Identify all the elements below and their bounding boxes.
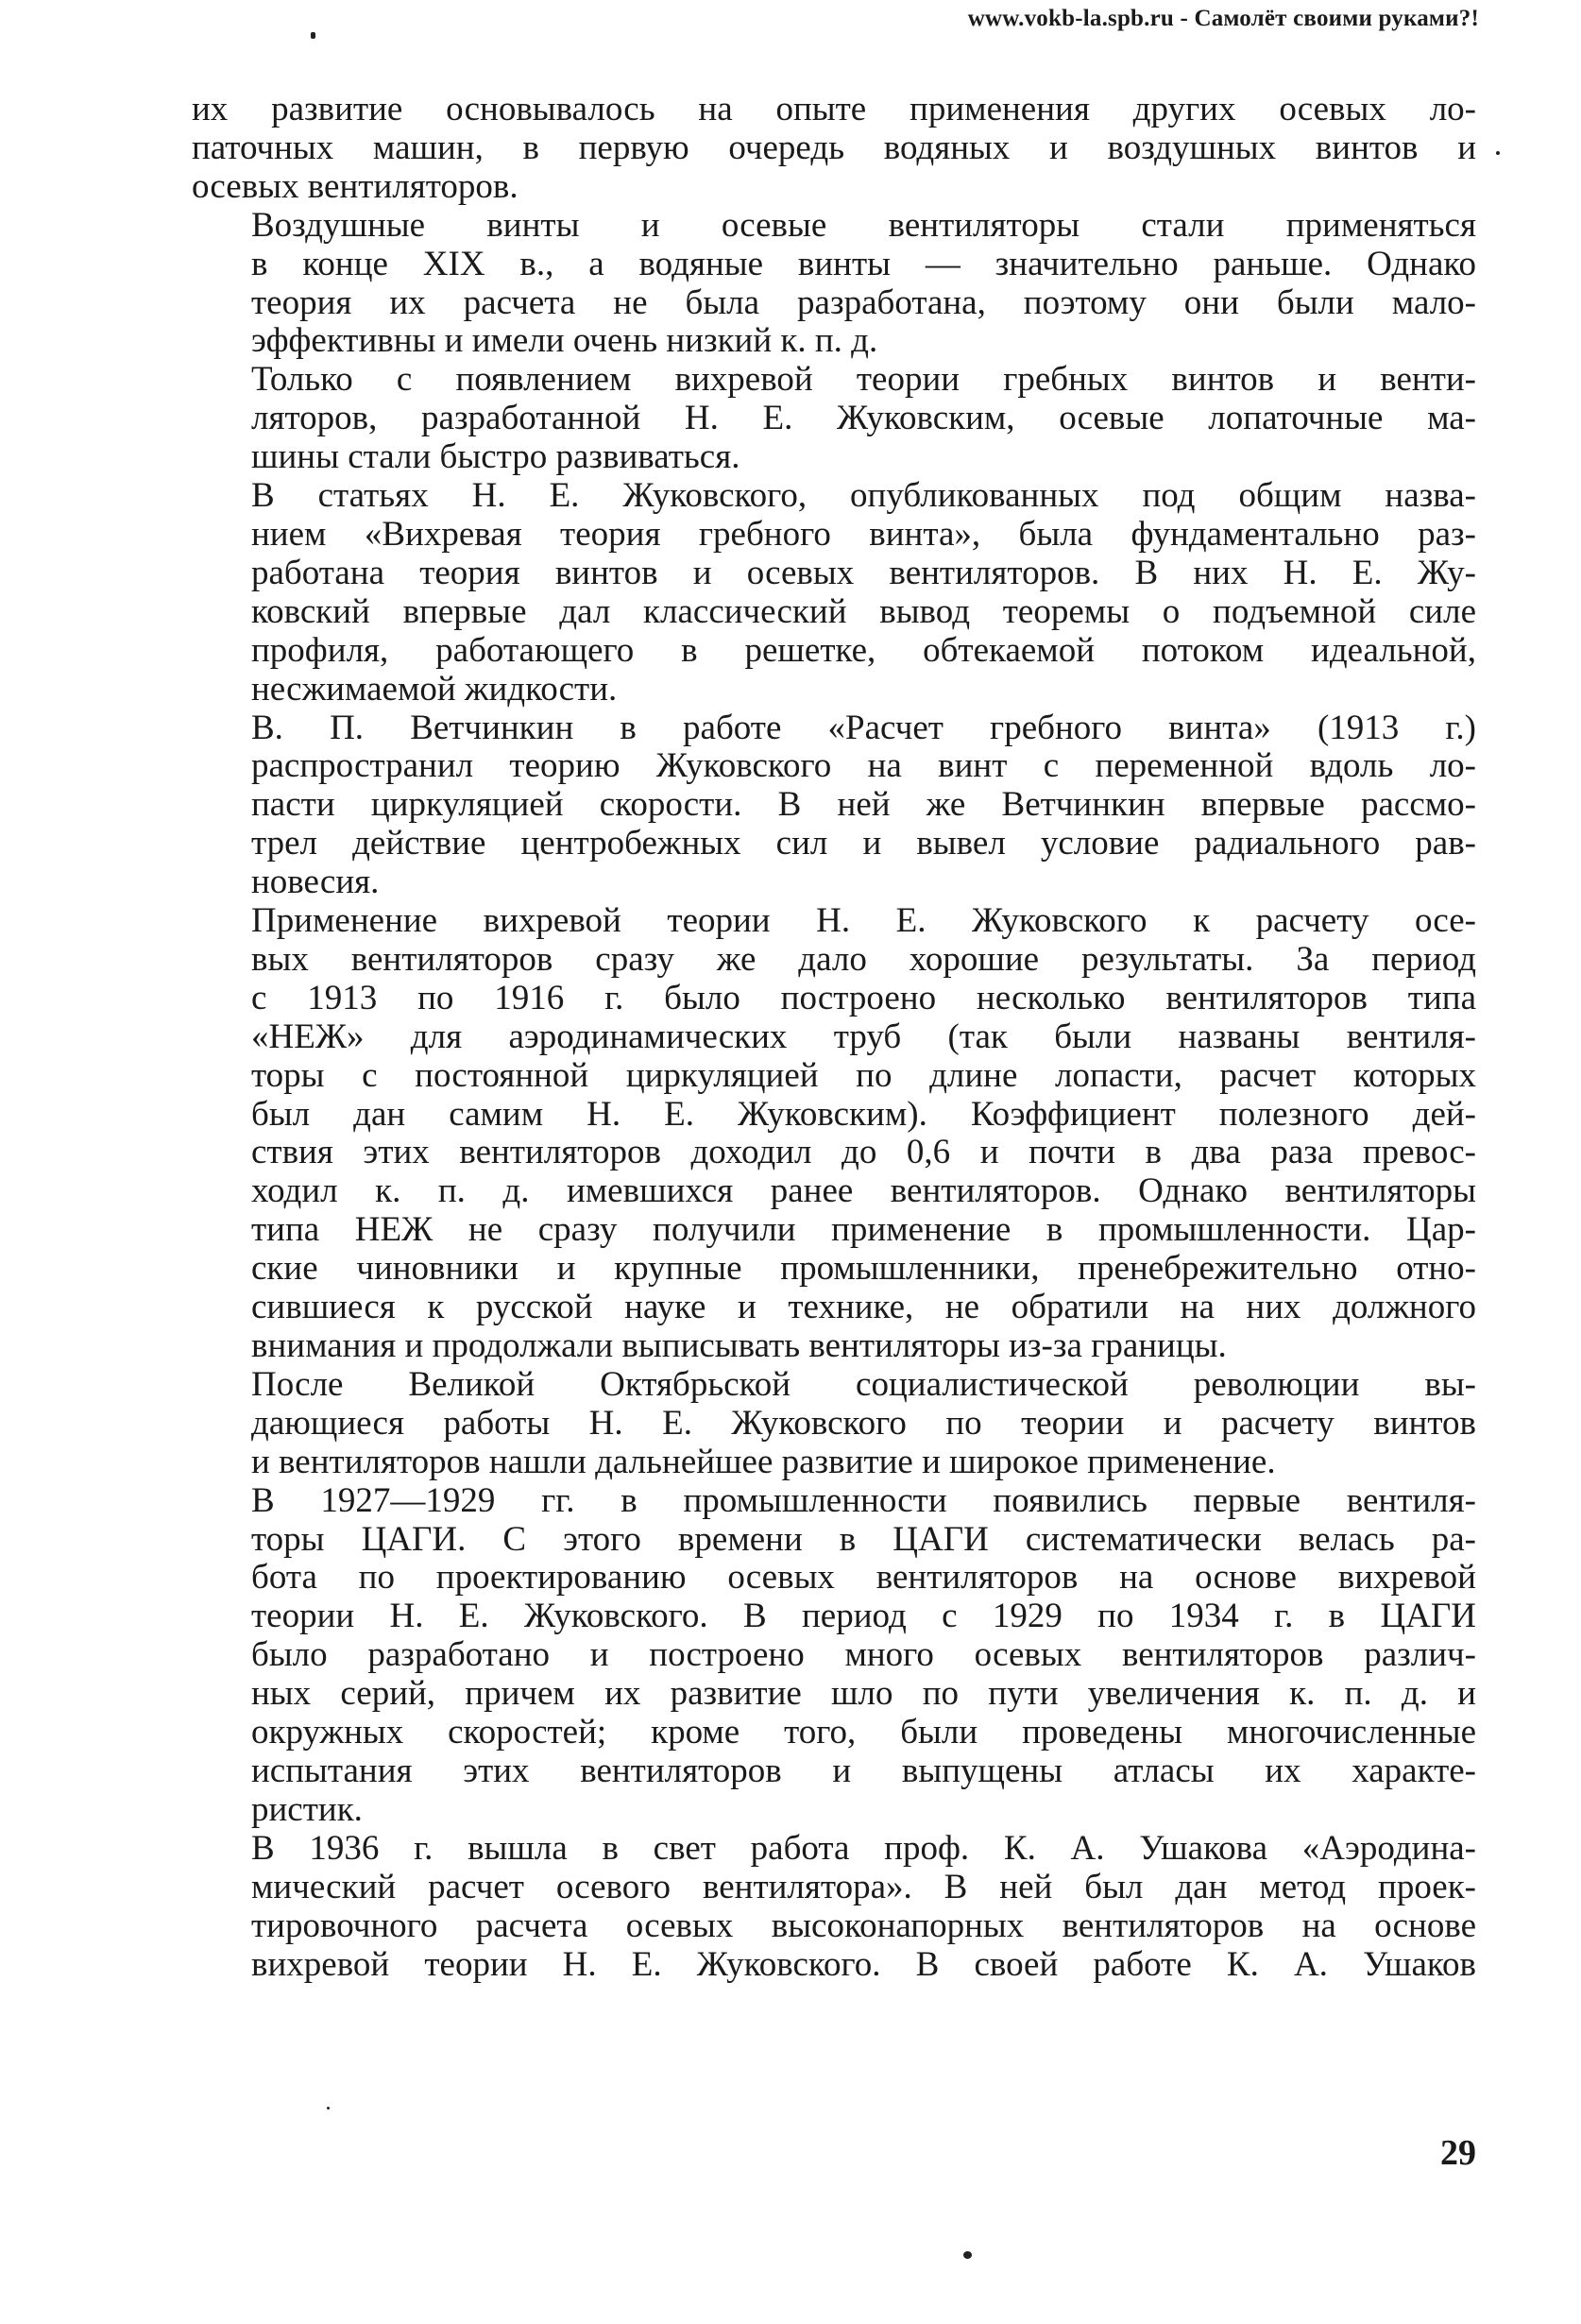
text-line: работана теория винтов и осевых вентиляторов. В них Н. Е. Жу- (251, 553, 1476, 592)
scan-speck (963, 2251, 972, 2259)
text-line: осевых вентиляторов. (192, 166, 518, 206)
paragraph-3 (192, 361, 1476, 477)
text-line: в конце XIX в., а водяные винты — значительно раньше. Однако (251, 244, 1476, 283)
text-line: ляторов, разработанной Н. Е. Жуковским, осевые лопаточные ма- (251, 399, 1476, 438)
text-line: бота по проектированию осевых вентиляторов на основе вихревой (251, 1558, 1476, 1598)
text-line: было разработано и построено много осевых вентиляторов различ- (251, 1635, 1476, 1675)
paragraph-5 (192, 709, 1476, 903)
text-line: мический расчет осевого вентилятора». В ней был дан метод проек- (251, 1867, 1476, 1906)
paragraph-4 (192, 477, 1476, 709)
text-line: вихревой теории Н. Е. Жуковского. В своей работе К. А. Ушаков (251, 1944, 1476, 1984)
text-line: тировочного расчета осевых высоконапорных вентиляторов на основе (251, 1905, 1476, 1945)
text-line: с 1913 по 1916 г. было построено несколько вентиляторов типа (251, 978, 1476, 1017)
scan-speck (1496, 151, 1500, 155)
text-line: испытания этих вентиляторов и выпущены атласы их характе- (251, 1751, 1476, 1790)
text-line: трел действие центробежных сил и вывел условие радиального рав- (251, 824, 1476, 863)
text-line: Воздушные винты и осевые вентиляторы стали применяться (251, 205, 1476, 245)
text-line: ходил к. п. д. имевшихся ранее вентиляторов. Однако вентиляторы (251, 1171, 1476, 1211)
paragraph-2 (192, 207, 1476, 362)
text-line: профиля, работающего в решетке, обтекаемой потоком идеальной, (251, 630, 1476, 670)
text-line: В 1927—1929 гг. в промышленности появились первые вентиля- (251, 1480, 1476, 1520)
paragraph-1 (192, 91, 1476, 207)
text-line: нием «Вихревая теория гребного винта», была фундаментально раз- (251, 514, 1476, 554)
text-line: ковский впервые дал классический вывод теоремы о подъемной силе (251, 591, 1476, 631)
paragraph-9 (192, 1830, 1476, 1985)
text-line: ристик. (251, 1789, 363, 1829)
text-line: ствия этих вентиляторов доходил до 0,6 и почти в два раза превос- (251, 1133, 1476, 1172)
text-line: типа НЕЖ не сразу получили применение в промышленности. Цар- (251, 1210, 1476, 1250)
text-line: окружных скоростей; кроме того, были проведены многочисленные (251, 1713, 1476, 1752)
text-line: дающиеся работы Н. Е. Жуковского по теории и расчету винтов (251, 1403, 1476, 1443)
text-line: вых вентиляторов сразу же дало хорошие результаты. За период (251, 939, 1476, 979)
text-line: внимания и продолжали выписывать вентиляторы из-за границы. (251, 1326, 1227, 1365)
text-line: В статьях Н. Е. Жуковского, опубликованных под общим назва- (251, 476, 1476, 516)
paragraph-7 (192, 1366, 1476, 1482)
paragraph-6 (192, 902, 1476, 1366)
text-line: эффективны и имели очень низкий к. п. д. (251, 321, 878, 361)
body-text (192, 91, 1476, 1984)
text-line: Применение вихревой теории Н. Е. Жуковского к расчету осе- (251, 901, 1476, 941)
text-line: «НЕЖ» для аэродинамических труб (так были названы вентиля- (251, 1017, 1476, 1056)
text-line: новесия. (251, 863, 380, 902)
text-line: ных серий, причем их развитие шло по пути увеличения к. п. д. и (251, 1674, 1476, 1714)
text-line: шины стали быстро развиваться. (251, 437, 740, 477)
text-line: теории Н. Е. Жуковского. В период с 1929 по 1934 г. в ЦАГИ (251, 1597, 1476, 1636)
text-line: паточных машин, в первую очередь водяных и воздушных винтов и (192, 128, 1476, 167)
page-header: www.vokb-la.spb.ru - Самолёт своими руками?! (967, 6, 1479, 31)
text-line: В 1936 г. вышла в свет работа проф. К. А. Ушакова «Аэродина- (251, 1828, 1476, 1868)
text-line: торы ЦАГИ. С этого времени в ЦАГИ систематически велась ра- (251, 1519, 1476, 1559)
scan-speck (311, 32, 315, 39)
text-line: пасти циркуляцией скорости. В ней же Ветчинкин впервые рассмо- (251, 785, 1476, 825)
text-line: В. П. Ветчинкин в работе «Расчет гребного винта» (1913 г.) (251, 708, 1476, 747)
text-line: был дан самим Н. Е. Жуковским). Коэффициент полезного дей- (251, 1094, 1476, 1134)
text-line: Только с появлением вихревой теории гребных винтов и венти- (251, 360, 1476, 400)
scan-speck (327, 2107, 330, 2110)
text-line: торы с постоянной циркуляцией по длине лопасти, расчет которых (251, 1055, 1476, 1095)
text-line: сившиеся к русской науке и технике, не обратили на них должного (251, 1288, 1476, 1327)
text-line: несжимаемой жидкости. (251, 669, 618, 709)
paragraph-8 (192, 1482, 1476, 1830)
text-line: их развитие основывалось на опыте применения других осевых ло- (192, 90, 1476, 128)
text-line: и вентиляторов нашли дальнейшее развитие и широкое применение. (251, 1442, 1276, 1481)
text-line: ские чиновники и крупные промышленники, пренебрежительно отно- (251, 1249, 1476, 1289)
text-line: распространил теорию Жуковского на винт с переменной вдоль ло- (251, 746, 1476, 786)
page-number: 29 (1440, 2133, 1476, 2173)
text-line: После Великой Октябрьской социалистической революции вы- (251, 1364, 1476, 1404)
text-line: теория их расчета не была разработана, поэтому они были мало- (251, 282, 1476, 322)
